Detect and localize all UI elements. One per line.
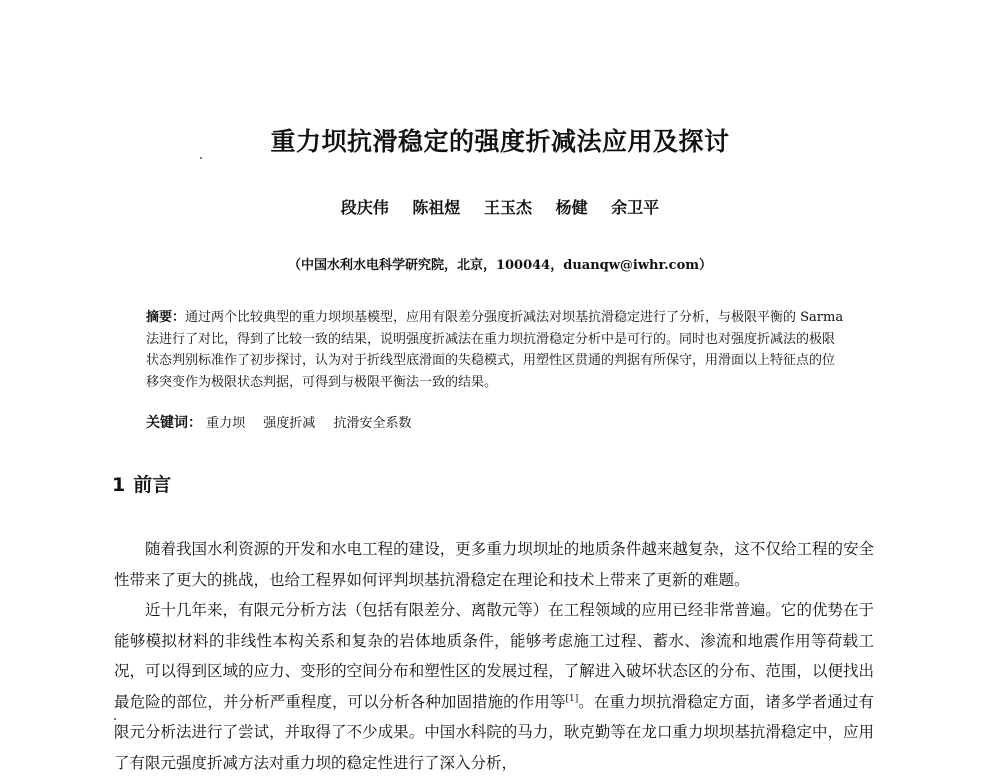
section-heading — [112, 470, 171, 497]
author-name: 陈祖煜 — [412, 198, 461, 217]
author-name: 段庆伟 — [340, 198, 389, 217]
abstract-label: 摘要： — [146, 310, 186, 325]
section-body — [114, 534, 874, 778]
keywords — [146, 412, 425, 432]
keyword: 强度折减 — [263, 416, 316, 431]
citation: [1] — [565, 693, 579, 704]
paragraph-text: 近十几年来，有限元分析方法（包括有限差分、离散元等）在工程领域的应用已经非常普遍。它的优势在于能够模拟材料的非线性本构关系和复杂的岩体地质条件，能够考虑施工过程、蓄水、渗流和地震作用等荷载工况，可以得到区域的应力、变形的空间分布和塑性区的发展过程，了解进入破坏状态区的分布、范围，以便找出最危险的部位，并分析严重程度，可以分析各种加固措施的作用等 — [114, 601, 874, 711]
keyword: 抗滑安全系数 — [333, 416, 412, 431]
keyword: 重力坝 — [206, 416, 246, 431]
author-name: 杨健 — [555, 198, 588, 217]
keywords-label: 关键词： — [146, 415, 202, 431]
scan-speck — [114, 718, 116, 720]
paragraph-text: 。在重力坝抗滑稳定方面，诸多学者通过有限元分析法进行了尝试，并取得了不少成果。中国水科院的马力，耿克勤等在龙口重力坝坝基抗滑稳定中，应用了有限元强度折减方法对重力坝的稳定性进行了深入分析， — [114, 692, 874, 772]
affiliation: （中国水利水电科学研究院，北京，100044，duanqw@iwhr.com） — [287, 258, 713, 273]
author-name: 余卫平 — [611, 198, 660, 217]
abstract — [146, 307, 846, 393]
paper-title: 重力坝抗滑稳定的强度折减法应用及探讨 — [270, 127, 730, 156]
author-list — [0, 195, 1000, 218]
paragraph — [114, 595, 874, 778]
author-name: 王玉杰 — [483, 198, 532, 217]
section-title: 前言 — [133, 474, 172, 496]
scan-speck — [200, 157, 202, 159]
paragraph: 随着我国水利资源的开发和水电工程的建设，更多重力坝坝址的地质条件越来越复杂，这不仅给工程的安全性带来了更大的挑战，也给工程界如何评判坝基抗滑稳定在理论和技术上带来了更新的难题。 — [114, 540, 874, 589]
abstract-text: 通过两个比较典型的重力坝坝基模型，应用有限差分强度折减法对坝基抗滑稳定进行了分析，与极限平衡的 Sarma 法进行了对比，得到了比较一致的结果，说明强度折减法在重力坝抗滑稳定分析中是可行的。同时也对强度折减法的极限状态判别标准作了初步探讨，认为对于折线型底滑面的失稳模式，用塑性区贯通的判据有所保守，用滑面以上特征点的位移突变作为极限状态判据，可得到与极限平衡法一致的结果。 — [146, 310, 844, 390]
section-number: 1 — [112, 474, 126, 496]
